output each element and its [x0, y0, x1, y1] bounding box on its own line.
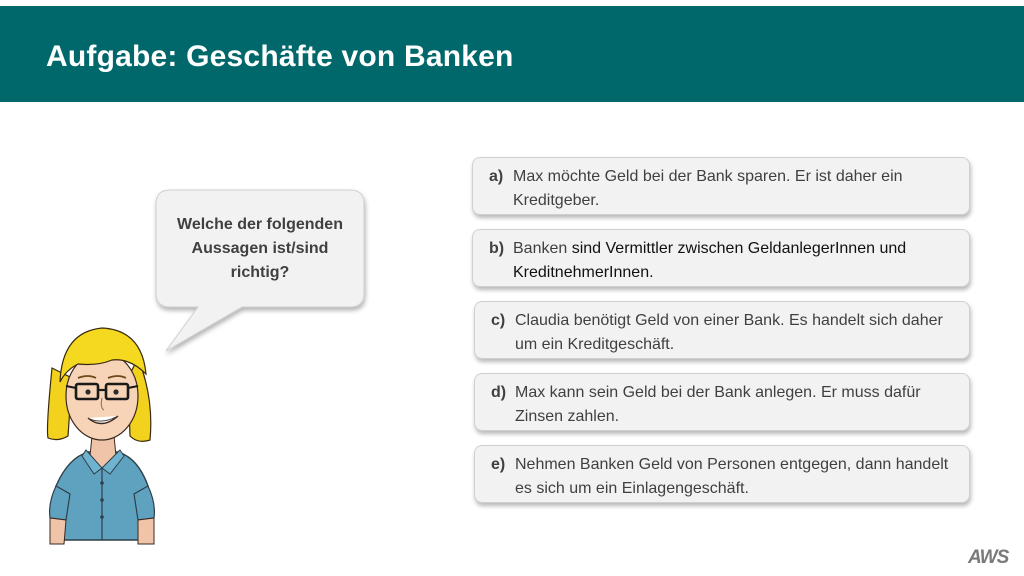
statement-e[interactable]	[474, 445, 970, 503]
statement-letter: b)	[489, 240, 505, 257]
statement-text-lead: Banken	[513, 240, 568, 257]
statement-d[interactable]	[474, 373, 970, 431]
statement-text: Max kann sein Geld bei der Bank anlegen. Er muss dafür Zinsen zahlen.	[515, 384, 921, 425]
statement-letter: c)	[491, 312, 506, 329]
statement-letter: a)	[489, 168, 504, 185]
statement-a[interactable]	[472, 157, 970, 215]
teacher-illustration-icon	[38, 318, 160, 550]
statement-text-rest: sind Vermittler zwischen GeldanlegerInnen und KreditnehmerInnen.	[513, 240, 907, 281]
title-bar	[0, 6, 1024, 102]
statement-text: Claudia benötigt Geld von einer Bank. Es handelt sich daher um ein Kreditgeschäft.	[515, 312, 943, 353]
statement-text: Max möchte Geld bei der Bank sparen. Er ist daher ein Kreditgeber.	[513, 168, 903, 209]
aws-logo: AWS	[968, 547, 1009, 568]
statement-letter: d)	[491, 384, 507, 401]
slide-title: Aufgabe: Geschäfte von Banken	[46, 40, 514, 73]
statement-c[interactable]	[474, 301, 970, 359]
statement-text: Nehmen Banken Geld von Personen entgegen, dann handelt es sich um ein Einlagengeschäft.	[515, 456, 949, 497]
statement-letter: e)	[491, 456, 506, 473]
question-text: Welche der folgenden Aussagen ist/sind richtig?	[177, 216, 343, 281]
statement-b[interactable]	[472, 229, 970, 287]
